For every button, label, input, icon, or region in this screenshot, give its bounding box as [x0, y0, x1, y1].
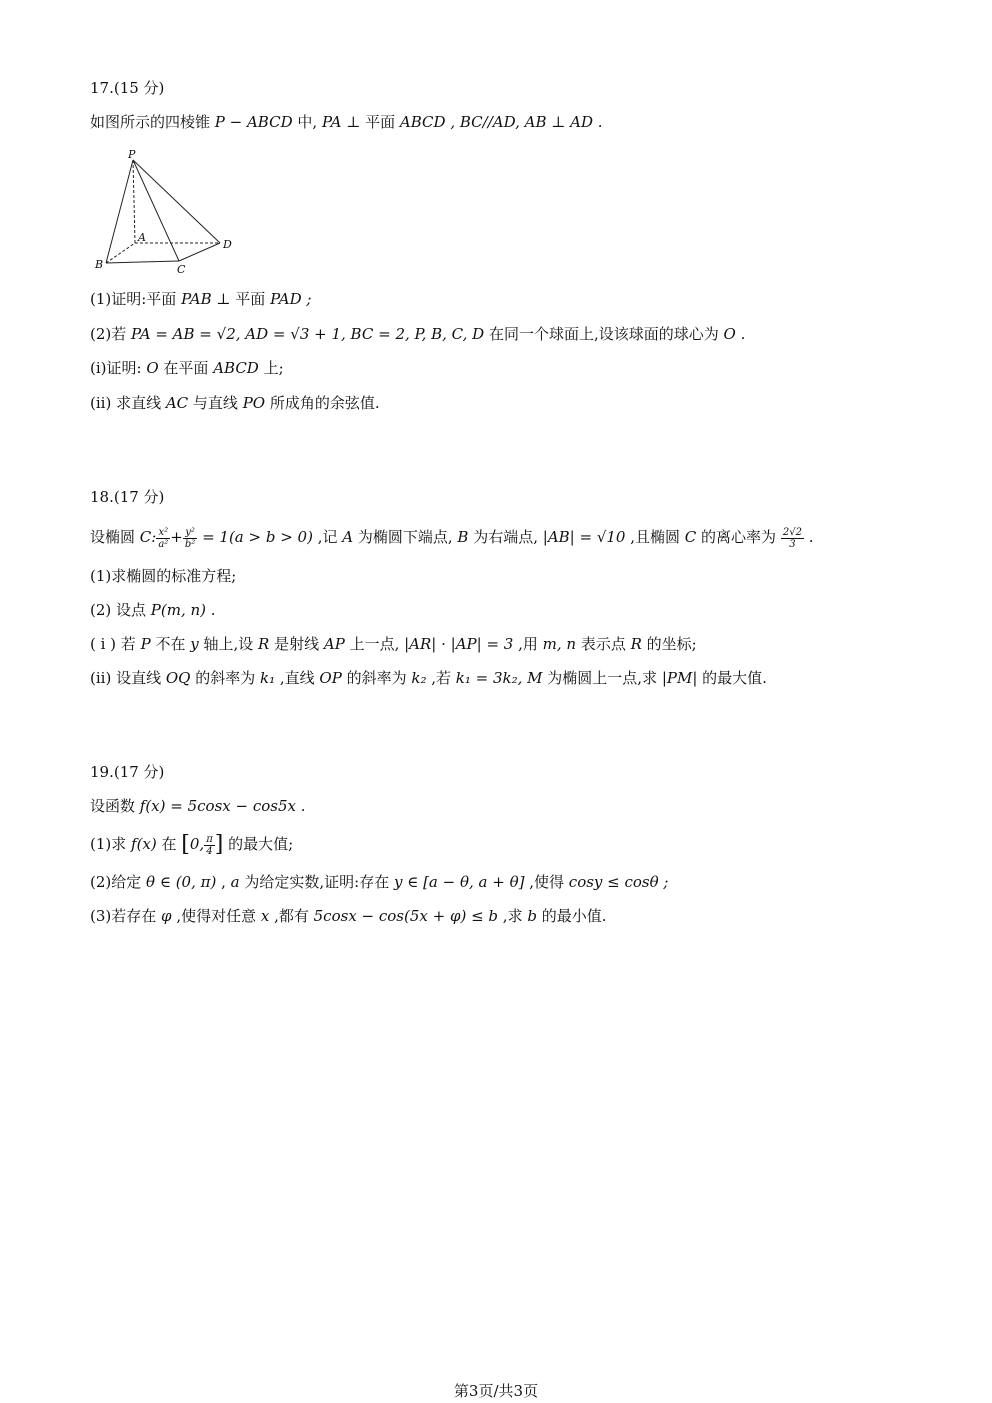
q19-p3-f: 5cosx − cos(5x + φ) ≤ b — [313, 907, 499, 925]
q18-pi-l: m, n — [542, 635, 577, 653]
q18-frac-x — [156, 527, 170, 550]
q19-p3-d: x — [260, 907, 270, 925]
q18-pi-a: ( i ) 若 — [90, 635, 141, 653]
q18-pii-e: ,直线 — [275, 669, 320, 687]
q19-p2-e: 为给定实数,证明:存在 — [239, 873, 394, 891]
q18-stem — [90, 526, 813, 550]
q18-part2-i — [90, 633, 697, 655]
q19-p2-c: , — [216, 873, 231, 891]
q18-pi-o: 的坐标; — [641, 635, 697, 653]
q19-p3-h: b — [527, 907, 537, 925]
q18-stem-b: C: — [139, 528, 157, 546]
q18-frac-e — [781, 527, 804, 550]
q17-pi-d: ABCD — [213, 359, 259, 377]
q17-stem-text-c: 平面 — [365, 113, 400, 131]
q18-stem-a: 设椭圆 — [90, 528, 140, 546]
q18-pi-h: AP — [323, 635, 345, 653]
q19-part2 — [90, 871, 669, 893]
q17-pi-a: (i)证明: — [90, 359, 147, 377]
q18-frac-y — [183, 527, 197, 550]
q19-p1-b: f(x) — [131, 835, 157, 853]
q19-stem-b: f(x) = 5cosx − cos5x . — [139, 797, 306, 815]
q17-p2-c: √2 — [216, 325, 236, 343]
q17-stem — [90, 111, 603, 133]
q17-p1-c: 平面 — [235, 290, 271, 308]
q18-p2-a: (2) 设点 — [90, 601, 151, 619]
edge-cd — [179, 243, 220, 261]
q19-p2-g: ,使得 — [524, 873, 569, 891]
q18-pii-a: (ii) 设直线 — [90, 669, 166, 687]
q17-stem-math-b: PA ⊥ — [321, 113, 366, 131]
q18-frac-e-den: 3 — [789, 538, 796, 550]
q18-header: 18.(17 分) — [90, 488, 165, 506]
q17-p2-a: (2)若 — [90, 325, 132, 343]
q19-p3-c: ,使得对任意 — [171, 907, 261, 925]
q18-pi-j: |AR| · |AP| = 3 — [404, 635, 514, 653]
pyramid-svg — [92, 148, 242, 276]
q18-pi-m: 表示点 — [576, 635, 631, 653]
q17-p2-e: √3 — [290, 325, 310, 343]
edge-bc — [106, 261, 179, 263]
q18-plus: + — [170, 528, 183, 546]
q19-frac-num: π — [206, 833, 213, 845]
q17-p1-a: (1)证明:平面 — [90, 290, 182, 308]
q19-p3-b: φ — [161, 907, 172, 925]
q19-p2-d: a — [230, 873, 240, 891]
q18-stem-f: 为椭圆下端点, — [353, 528, 458, 546]
q18-stem-l: 的离心率为 — [696, 528, 781, 546]
q18-frac-e-num: 2√2 — [782, 526, 802, 538]
q17-p1-b: PAB ⊥ — [181, 290, 236, 308]
q19-p2-a: (2)给定 — [90, 873, 147, 891]
q18-frac-y-den: b² — [184, 538, 196, 550]
q18-stem-m: . — [803, 528, 814, 546]
q18-pi-k: ,用 — [513, 635, 543, 653]
edge-pa — [133, 160, 135, 243]
q18-pii-j: k₁ = 3k₂, M — [455, 669, 543, 687]
page-footer: 第3页/共3页 — [453, 1382, 539, 1400]
q17-pii-d: PO — [242, 394, 266, 412]
q17-pi-e: 上; — [258, 359, 284, 377]
label-b: B — [95, 258, 104, 271]
q18-part1: (1)求椭圆的标准方程; — [90, 567, 237, 585]
q18-stem-k: C — [684, 528, 697, 546]
q18-pi-i: 上一点, — [344, 635, 405, 653]
label-a: A — [138, 231, 146, 244]
q17-p1-d: PAD ; — [270, 290, 312, 308]
q19-p1-c: 在 — [156, 835, 182, 853]
q18-p2-b: P(m, n) . — [150, 601, 216, 619]
q18-pii-l: |PM| — [661, 669, 698, 687]
q18-pii-c: 的斜率为 — [190, 669, 260, 687]
q18-pi-c: 不在 — [150, 635, 191, 653]
q18-pi-d: y — [190, 635, 199, 653]
q19-p3-e: ,都有 — [269, 907, 314, 925]
q19-frac-den: 4 — [206, 845, 213, 857]
q18-pii-d: k₁ — [260, 669, 276, 687]
q17-part2-i — [90, 357, 284, 379]
q18-stem-j: ,且椭圆 — [625, 528, 685, 546]
q18-pii-b: OQ — [165, 669, 191, 687]
q18-stem-c: = 1(a > b > 0) — [197, 528, 313, 546]
q18-frac-x-den: a² — [158, 538, 169, 550]
q18-part2-ii — [90, 667, 767, 689]
edge-pd — [133, 160, 220, 243]
q18-stem-g: B — [457, 528, 469, 546]
q19-header: 19.(17 分) — [90, 763, 165, 781]
q17-part2 — [90, 323, 745, 345]
q18-pii-f: OP — [319, 669, 342, 687]
q17-pi-c: 在平面 — [158, 359, 214, 377]
q18-pi-n: R — [630, 635, 642, 653]
pyramid-figure — [92, 148, 242, 276]
q18-part2 — [90, 599, 216, 621]
q17-p2-d: , AD = — [235, 325, 291, 343]
q17-stem-math-a: P − ABCD — [214, 113, 293, 131]
q17-pi-b: O — [146, 359, 159, 377]
q19-p2-b: θ ∈ (0, π) — [146, 873, 217, 891]
q19-p3-i: 的最小值. — [536, 907, 607, 925]
q19-p3-a: (3)若存在 — [90, 907, 162, 925]
q19-p2-f: y ∈ [a − θ, a + θ] — [393, 873, 525, 891]
q18-frac-y-num: y² — [183, 527, 197, 539]
q19-part1 — [90, 833, 293, 857]
q18-pii-g: 的斜率为 — [341, 669, 412, 687]
q17-stem-math-c: ABCD , BC//AD, AB ⊥ AD . — [399, 113, 603, 131]
q18-stem-i: |AB| = √10 — [542, 528, 626, 546]
q18-pii-k: 为椭圆上一点,求 — [542, 669, 662, 687]
q19-p1-e: 的最大值; — [223, 835, 294, 853]
q17-p2-h: O . — [723, 325, 746, 343]
q18-pii-i: ,若 — [426, 669, 456, 687]
edge-pc — [133, 160, 179, 261]
q18-pi-b: P — [140, 635, 151, 653]
q17-pii-c: 与直线 — [188, 394, 243, 412]
q19-p2-h: cosy ≤ cosθ ; — [568, 873, 669, 891]
q17-pii-a: (ii) 求直线 — [90, 394, 166, 412]
q18-pi-e: 轴上,设 — [198, 635, 259, 653]
q19-stem-a: 设函数 — [90, 797, 140, 815]
q18-pii-h: k₂ — [411, 669, 427, 687]
q18-stem-d: ,记 — [312, 528, 343, 546]
q19-part3 — [90, 905, 607, 927]
label-d: D — [223, 238, 232, 251]
q18-frac-x-num: x² — [156, 527, 170, 539]
label-c: C — [177, 263, 186, 276]
q17-stem-text-a: 如图所示的四棱锥 — [90, 113, 215, 131]
q19-p1-d: 0, — [189, 835, 205, 853]
q17-p2-f: + 1, BC = 2, P, B, C, D — [309, 325, 485, 343]
label-p: P — [128, 148, 136, 161]
q17-pii-b: AC — [165, 394, 189, 412]
q18-stem-e: A — [342, 528, 354, 546]
q18-pii-m: 的最大值. — [697, 669, 767, 687]
q17-header: 17.(15 分) — [90, 79, 165, 97]
q19-p1-a: (1)求 — [90, 835, 132, 853]
q17-stem-text-b: 中, — [292, 113, 322, 131]
q18-stem-h: 为右端点, — [468, 528, 543, 546]
q17-part2-ii — [90, 392, 380, 414]
q19-frac-pi4 — [204, 834, 215, 857]
q19-stem — [90, 795, 306, 817]
q17-p2-g: 在同一个球面上,设该球面的球心为 — [484, 325, 724, 343]
q18-pi-f: R — [258, 635, 270, 653]
q19-p3-g: ,求 — [498, 907, 528, 925]
q17-p2-b: PA = AB = — [131, 325, 217, 343]
q17-pii-e: 所成角的余弦值. — [265, 394, 380, 412]
q17-part1 — [90, 288, 311, 310]
q18-pi-g: 是射线 — [269, 635, 324, 653]
q19-p1-lbracket: [ — [181, 832, 190, 857]
q19-p1-rbracket: ] — [214, 832, 224, 857]
